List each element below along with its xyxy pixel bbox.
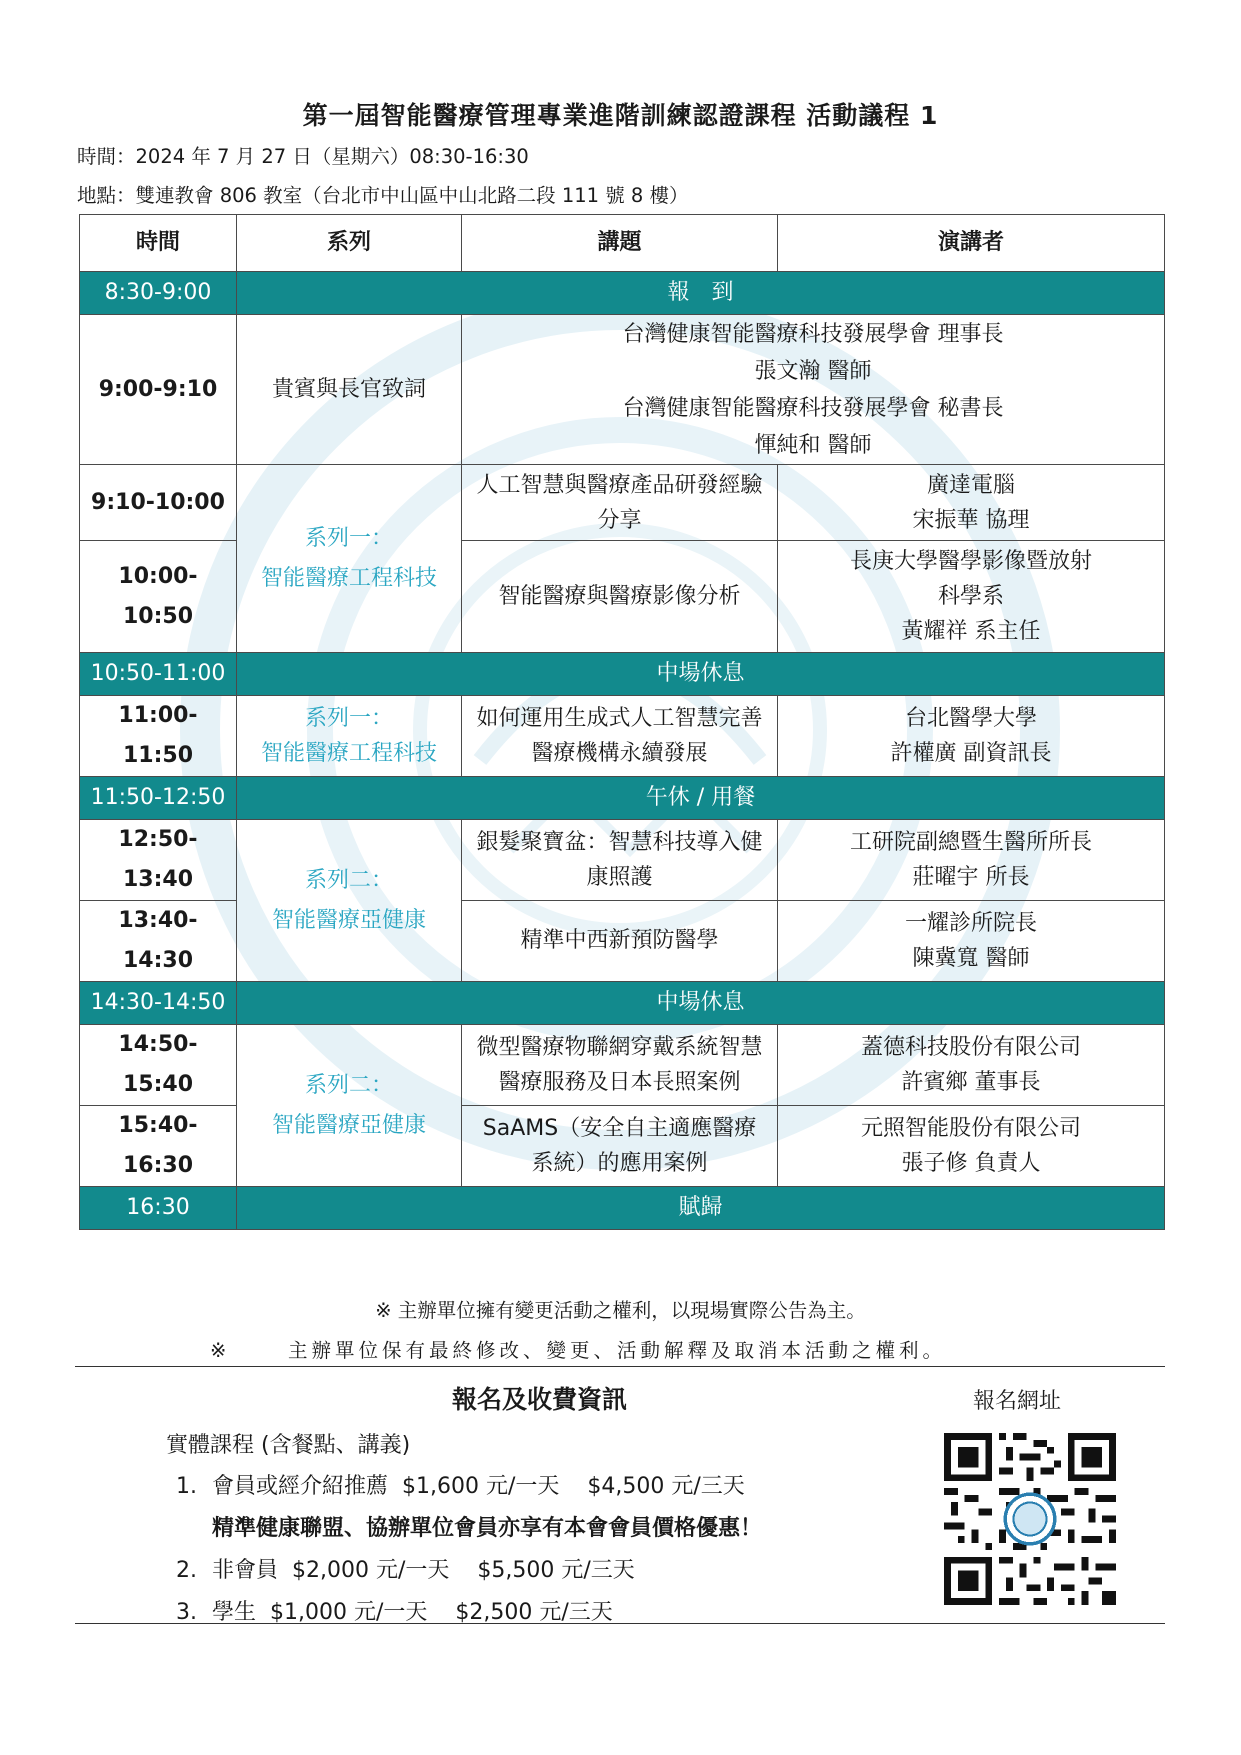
notice-final-rights-text: 主辦單位保有最終修改、變更、活動解釋及取消本活動之權利。 [288, 1339, 947, 1362]
row-time: 15:40-16:30 [80, 1106, 237, 1187]
opening-row [80, 315, 1165, 465]
row-topic: 如何運用生成式人工智慧完善 醫療機構永續發展 [462, 696, 778, 777]
row-time: 9:00-9:10 [80, 315, 237, 465]
list-item [176, 1592, 762, 1634]
row-time: 11:00-11:50 [80, 696, 237, 777]
row-topic: 人工智慧與醫療產品研發經驗 分享 [462, 465, 778, 541]
speaker-line: 台灣健康智能醫療科技發展學會 理事長 [622, 321, 1004, 347]
notice-final-rights [210, 1335, 946, 1363]
end-row [80, 1187, 1165, 1230]
row-time: 9:10-10:00 [80, 465, 237, 541]
row-speaker: 廣達電腦 宋振華 協理 [778, 465, 1165, 541]
session-row [80, 820, 1165, 901]
col-header-series: 系列 [237, 215, 462, 272]
divider [75, 1366, 1165, 1367]
list-item [176, 1508, 762, 1550]
item-text: 會員或經介紹推薦 $1,600 元/一天 $4,500 元/三天 [212, 1474, 745, 1499]
row-time: 13:40-14:30 [80, 901, 237, 982]
list-item [176, 1550, 762, 1592]
row-speaker: 元照智能股份有限公司 張子修 負責人 [778, 1106, 1165, 1187]
event-location: 地點：雙連教會 806 教室（台北市中山區中山北路二段 111 號 8 樓） [77, 184, 689, 207]
series-two-label: 系列二： 智能醫療亞健康 [237, 1025, 462, 1187]
divider [75, 1623, 1165, 1624]
row-time: 11:50-12:50 [80, 777, 237, 820]
series-one-label: 系列一： 智能醫療工程科技 [237, 465, 462, 653]
speaker-line: 張文瀚 醫師 [754, 358, 872, 384]
registration-url-label: 報名網址 [973, 1389, 1062, 1414]
row-series: 貴賓與長官致詞 [237, 315, 462, 465]
row-speaker: 工研院副總暨生醫所所長 莊曜宇 所長 [778, 820, 1165, 901]
row-topic: 智能醫療與醫療影像分析 [462, 541, 778, 653]
row-speaker: 長庚大學醫學影像暨放射 科學系 黃耀祥 系主任 [778, 541, 1165, 653]
row-label: 午休 / 用餐 [237, 777, 1165, 820]
lunch-row [80, 777, 1165, 820]
item-text: 非會員 $2,000 元/一天 $5,500 元/三天 [212, 1558, 635, 1583]
row-time: 10:50-11:00 [80, 653, 237, 696]
item-number: 3. [176, 1600, 197, 1625]
item-text: 學生 $1,000 元/一天 $2,500 元/三天 [212, 1600, 613, 1625]
row-label: 報 到 [237, 272, 1165, 315]
table-header-row [80, 215, 1165, 272]
checkin-row [80, 272, 1165, 315]
break-row [80, 653, 1165, 696]
opening-speakers [462, 315, 1165, 465]
row-speaker: 一耀診所院長 陳冀寬 醫師 [778, 901, 1165, 982]
speaker-line: 惲純和 醫師 [754, 432, 872, 458]
notice-change-rights: ※ 主辦單位擁有變更活動之權利，以現場實際公告為主。 [375, 1299, 866, 1322]
row-time: 14:50-15:40 [80, 1025, 237, 1106]
registration-title: 報名及收費資訊 [452, 1385, 628, 1414]
speaker-line: 台灣健康智能醫療科技發展學會 秘書長 [622, 395, 1004, 421]
row-topic: 微型醫療物聯網穿戴系統智慧 醫療服務及日本長照案例 [462, 1025, 778, 1106]
session-row [80, 696, 1165, 777]
row-label: 賦歸 [237, 1187, 1165, 1230]
row-time: 14:30-14:50 [80, 982, 237, 1025]
page-title: 第一屆智能醫療管理專業進階訓練認證課程 活動議程 1 [302, 101, 939, 130]
row-topic: SaAMS（安全自主適應醫療 系統）的應用案例 [462, 1106, 778, 1187]
col-header-time: 時間 [80, 215, 237, 272]
row-topic: 精準中西新預防醫學 [462, 901, 778, 982]
list-item [176, 1466, 762, 1508]
row-label: 中場休息 [237, 653, 1165, 696]
item-number: 1. [176, 1474, 197, 1499]
series-one-label: 系列一： 智能醫療工程科技 [237, 696, 462, 777]
col-header-speaker: 演講者 [778, 215, 1165, 272]
item-number: 2. [176, 1558, 197, 1583]
agenda-table [79, 214, 1165, 1230]
reference-mark: ※ [210, 1339, 227, 1362]
row-speaker: 蓋德科技股份有限公司 許賓鄉 董事長 [778, 1025, 1165, 1106]
row-label: 中場休息 [237, 982, 1165, 1025]
price-list [176, 1466, 762, 1634]
break-row [80, 982, 1165, 1025]
registration-heading: 實體課程 (含餐點、講義) [166, 1433, 411, 1458]
qr-code-icon[interactable] [944, 1433, 1116, 1605]
row-time: 12:50-13:40 [80, 820, 237, 901]
row-time: 16:30 [80, 1187, 237, 1230]
row-time: 8:30-9:00 [80, 272, 237, 315]
item-text: 精準健康聯盟、協辦單位會員亦享有本會會員價格優惠！ [212, 1516, 763, 1541]
session-row [80, 1025, 1165, 1106]
col-header-topic: 講題 [462, 215, 778, 272]
row-speaker: 台北醫學大學 許權廣 副資訊長 [778, 696, 1165, 777]
row-topic: 銀髮聚寶盆：智慧科技導入健 康照護 [462, 820, 778, 901]
row-time: 10:00-10:50 [80, 541, 237, 653]
series-two-label: 系列二： 智能醫療亞健康 [237, 820, 462, 982]
event-time: 時間：2024 年 7 月 27 日（星期六）08:30-16:30 [77, 145, 529, 168]
session-row [80, 465, 1165, 541]
